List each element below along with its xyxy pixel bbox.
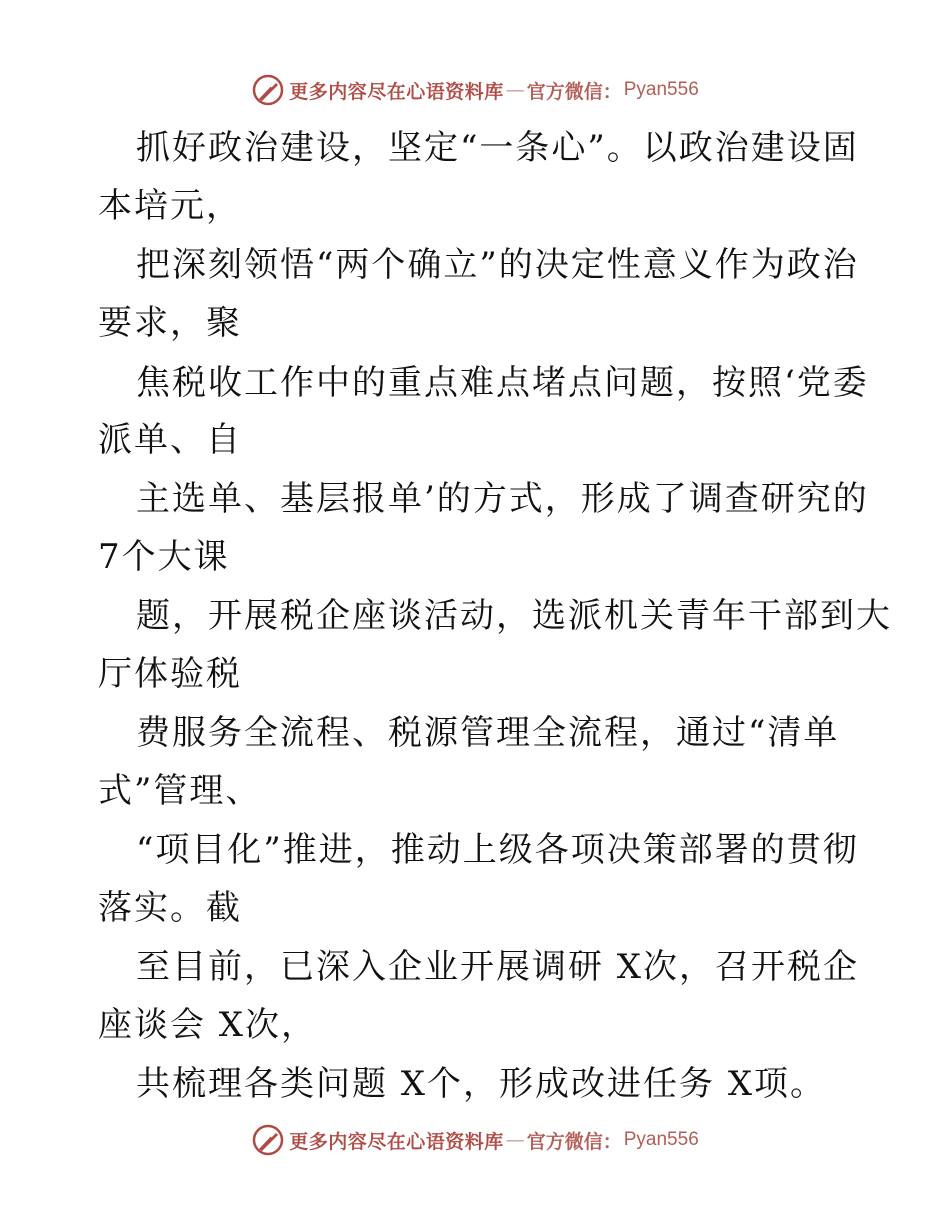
- body-line-5: 焦税收工作中的重点难点堵点问题，按照‘党委: [136, 363, 869, 403]
- quill-pen-logo-icon: [251, 73, 285, 107]
- body-line-6: 派单、自: [98, 420, 242, 460]
- body-line-4: 要求，聚: [98, 303, 242, 343]
- body-line-10: 厅体验税: [98, 654, 242, 694]
- body-line-9: 题，开展税企座谈活动，选派机关青年干部到大: [136, 596, 892, 636]
- banner-wechat-label: 官方微信：: [526, 1130, 622, 1153]
- body-line-16: 座谈会 X次，: [98, 1005, 318, 1045]
- body-line-2: 本培元，: [98, 186, 242, 226]
- body-line-3: 把深刻领悟“两个确立”的决定性意义作为政治: [136, 245, 859, 285]
- body-line-15: 至目前，已深入企业开展调研 X次，召开税企: [136, 947, 860, 987]
- banner-wechat-id: Pyan556: [623, 79, 699, 100]
- header-banner: [0, 70, 950, 110]
- body-line-13: “项目化”推进，推动上级各项决策部署的贯彻: [136, 830, 859, 870]
- body-line-8: 7个大课: [98, 537, 230, 577]
- body-line-14: 落实。截: [98, 888, 242, 928]
- banner-brand-text: 更多内容尽在心语资料库: [289, 1130, 504, 1153]
- banner-separator: —: [505, 1129, 525, 1151]
- banner-wechat-label: 官方微信：: [526, 80, 622, 103]
- quill-pen-logo-icon: [251, 1123, 285, 1157]
- body-line-17: 共梳理各类问题 X个，形成改进任务 X项。: [136, 1064, 827, 1104]
- body-line-1: 抓好政治建设，坚定“一条心”。以政治建设固: [136, 128, 859, 168]
- footer-banner: [0, 1120, 950, 1160]
- banner-wechat-id: Pyan556: [623, 1129, 699, 1150]
- body-line-11: 费服务全流程、税源管理全流程，通过“清单: [136, 713, 840, 753]
- body-line-12: 式”管理、: [98, 771, 262, 811]
- banner-separator: —: [505, 79, 525, 101]
- banner-brand-text: 更多内容尽在心语资料库: [289, 80, 504, 103]
- body-line-7: 主选单、基层报单’的方式，形成了调查研究的: [136, 479, 869, 519]
